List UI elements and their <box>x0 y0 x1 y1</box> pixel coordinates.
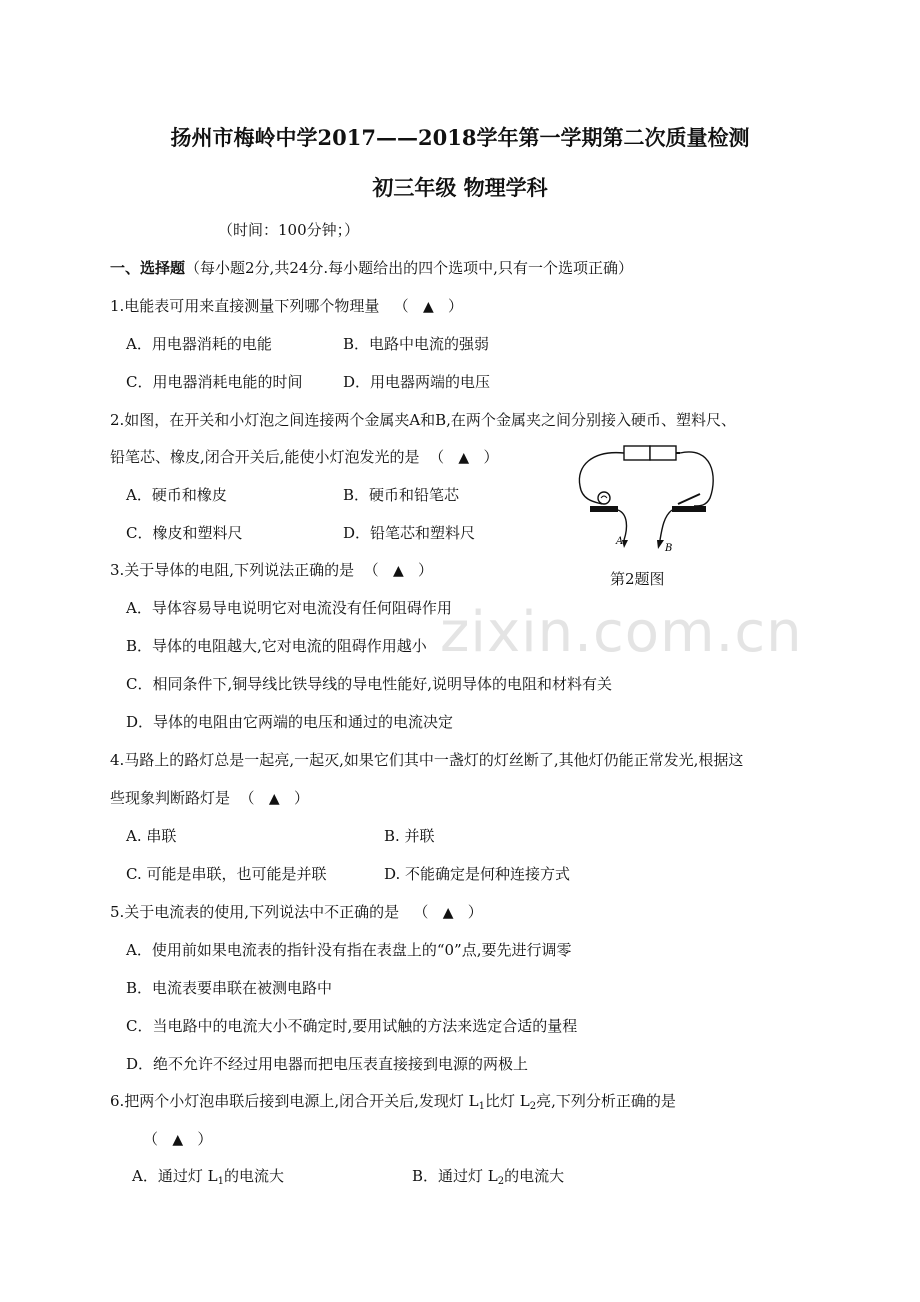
answer-mark: ▲ <box>458 450 470 466</box>
q6-b-text-end: 的电流大 <box>504 1167 565 1185</box>
q2-stem-line1: 2.如图，在开关和小灯泡之间连接两个金属夹A和B,在两个金属夹之间分别接入硬币、塑料尺、 <box>110 411 736 429</box>
q5-option-a: A．使用前如果电流表的指针没有指在表盘上的“0”点,要先进行调零 <box>126 941 572 959</box>
q2-option-b: B．硬币和铅笔芯 <box>343 486 460 504</box>
battery-cell-2 <box>650 446 676 460</box>
q5-option-b: B．电流表要串联在被测电路中 <box>126 979 333 997</box>
subscript-2: 2 <box>529 1101 537 1112</box>
q4-option-a: A. 串联 <box>126 827 177 845</box>
q6-option-a <box>132 1166 284 1186</box>
subscript-2: 2 <box>497 1176 505 1187</box>
q4-option-c: C. 可能是串联，也可能是并联 <box>126 865 327 883</box>
answer-mark: ▲ <box>392 563 404 579</box>
q4-text: 些现象判断路灯是 <box>110 789 231 807</box>
switch-lever <box>678 494 700 504</box>
q4-stem-line1: 4.马路上的路灯总是一起亮,一起灭,如果它们其中一盏灯的灯丝断了,其他灯仍能正常发光,根据这 <box>110 751 744 769</box>
q5-option-c: C．当电路中的电流大小不确定时,要用试触的方法来选定合适的量程 <box>126 1017 578 1035</box>
q2-option-c: C．橡皮和塑料尺 <box>126 524 243 542</box>
q1-option-b: B．电路中电流的强弱 <box>343 335 490 353</box>
bulb-base <box>590 506 618 512</box>
figure-caption: 第2题图 <box>610 570 665 588</box>
q3-option-b: B．导体的电阻越大,它对电流的阻碍作用越小 <box>126 637 427 655</box>
q2-text: 铅笔芯、橡皮,闭合开关后,能使小灯泡发光的是 <box>110 448 420 466</box>
subscript-1: 1 <box>217 1176 224 1187</box>
time-note: （时间：100分钟；） <box>218 221 360 239</box>
exam-subtitle: 初三年级 物理学科 <box>372 175 548 200</box>
wire-right <box>680 452 713 506</box>
section-heading <box>110 258 633 278</box>
q1-option-c: C．用电器消耗电能的时间 <box>126 373 303 391</box>
q6-answer-bracket: （ ▲ ） <box>143 1130 213 1148</box>
switch-base <box>672 506 706 512</box>
exam-title: 扬州市梅岭中学2017——2018学年第一学期第二次质量检测 <box>170 125 750 150</box>
answer-mark: ▲ <box>268 791 280 807</box>
q6-option-b <box>412 1166 564 1186</box>
bulb-icon <box>598 492 610 504</box>
q5-option-d: D．绝不允许不经过用电器而把电压表直接接到电源的两极上 <box>126 1055 529 1073</box>
clip-a-label: A <box>616 536 624 547</box>
battery-cell-1 <box>624 446 650 460</box>
question-3-stem: 3.关于导体的电阻,下列说法正确的是 （ ▲ ） <box>110 561 434 579</box>
subscript-1: 1 <box>478 1101 485 1112</box>
q6-a-text-end: 的电流大 <box>223 1167 284 1185</box>
q6-stem-part1: 6.把两个小灯泡串联后接到电源上,闭合开关后,发现灯 L <box>110 1092 479 1110</box>
question-6-stem <box>110 1091 676 1111</box>
q6-a-text: A．通过灯 L <box>132 1167 218 1185</box>
clip-b-label: B <box>665 543 673 554</box>
question-5-stem: 5.关于电流表的使用,下列说法中不正确的是 （ ▲ ） <box>110 903 483 921</box>
answer-mark: ▲ <box>422 299 434 315</box>
q1-option-d: D．用电器两端的电压 <box>343 373 491 391</box>
q3-text: 3.关于导体的电阻,下列说法正确的是 <box>110 561 355 579</box>
q2-option-d: D．铅笔芯和塑料尺 <box>343 524 476 542</box>
answer-mark: ▲ <box>442 905 454 921</box>
q4-option-d: D. 不能确定是何种连接方式 <box>384 865 571 883</box>
clip-b-icon <box>657 540 664 549</box>
watermark: zixin.com.cn <box>440 600 803 665</box>
answer-mark: ▲ <box>172 1132 184 1148</box>
q4-stem-line2: 些现象判断路灯是 （ ▲ ） <box>110 789 309 807</box>
section-title: 一、选择题 <box>110 259 186 277</box>
q6-stem-part3: 亮,下列分析正确的是 <box>536 1092 676 1110</box>
question-1-stem: 1.电能表可用来直接测量下列哪个物理量 （ ▲ ） <box>110 297 464 315</box>
q6-b-text: B．通过灯 L <box>412 1167 498 1185</box>
q2-stem-line2: 铅笔芯、橡皮,闭合开关后,能使小灯泡发光的是 （ ▲ ） <box>110 448 499 466</box>
q3-option-d: D．导体的电阻由它两端的电压和通过的电流决定 <box>126 713 454 731</box>
section-note: （每小题2分,共24分.每小题给出的四个选项中,只有一个选项正确） <box>185 259 633 277</box>
circuit-figure <box>572 436 722 556</box>
q1-option-a: A．用电器消耗的电能 <box>126 335 272 353</box>
q3-option-a: A．导体容易导电说明它对电流没有任何阻碍作用 <box>126 599 452 617</box>
q6-stem-part2: 比灯 L <box>484 1092 530 1110</box>
q3-option-c: C．相同条件下,铜导线比铁导线的导电性能好,说明导体的电阻和材料有关 <box>126 675 613 693</box>
q2-option-a: A．硬币和橡皮 <box>126 486 227 504</box>
q1-text: 1.电能表可用来直接测量下列哪个物理量 <box>110 297 380 315</box>
lead-b <box>660 510 672 540</box>
q4-option-b: B. 并联 <box>384 827 435 845</box>
q5-text: 5.关于电流表的使用,下列说法中不正确的是 <box>110 903 400 921</box>
